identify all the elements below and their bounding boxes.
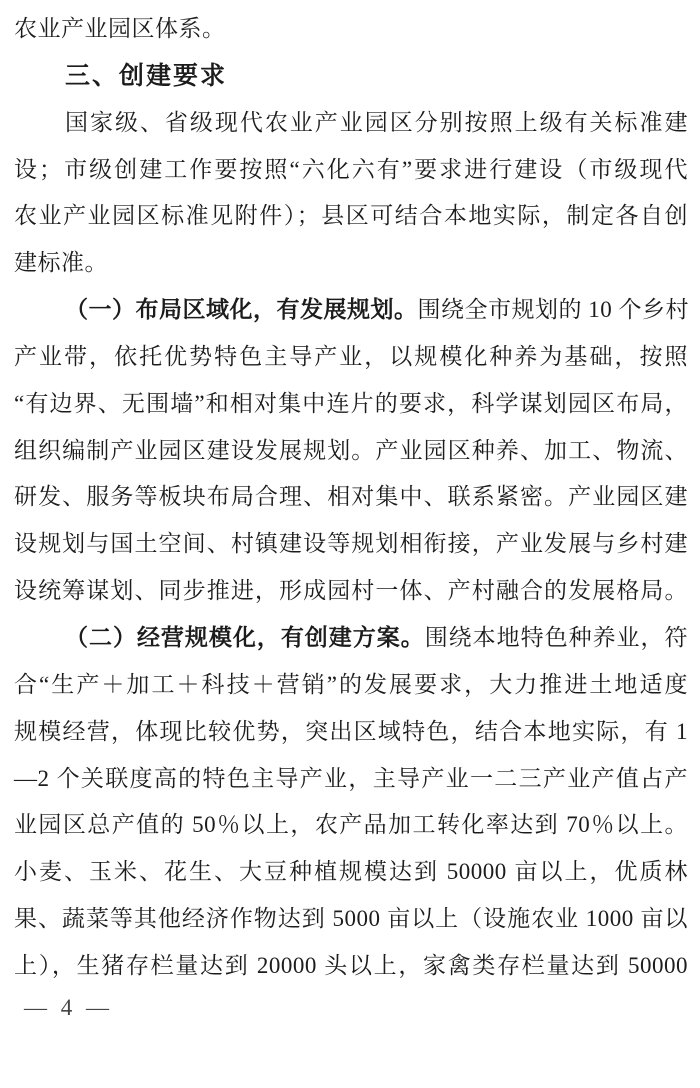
paragraph-creation-standards <box>14 100 688 287</box>
paragraph-line: 果、蔬菜等其他经济作物达到 5000 亩以上（设施农业 1000 亩以 <box>14 906 689 932</box>
paragraph-line: 规模经营，体现比较优势，突出区域特色，结合本地实际，有 1 <box>14 718 688 744</box>
paragraph-line: 国家级、省级现代农业产业园区分别按照上级有关标准建 <box>65 109 688 135</box>
paragraph-layout-regionalization <box>14 287 688 615</box>
paragraph-line: 组织编制产业园区建设发展规划。产业园区种养、加工、物流、 <box>14 437 688 463</box>
paragraph-line: 业园区总产值的 50％以上，农产品加工转化率达到 70％以上。 <box>14 812 688 838</box>
paragraph-lead-bold: （一）布局区域化，有发展规划。 <box>65 297 418 323</box>
paragraph-line: 研发、服务等板块布局合理、相对集中、联系紧密。产业园区建 <box>14 484 688 510</box>
paragraph-line: 上），生猪存栏量达到 20000 头以上，家禽类存栏量达到 50000 <box>14 952 688 978</box>
paragraph-line: “有边界、无围墙”和相对集中连片的要求，科学谋划园区布局， <box>14 390 688 416</box>
paragraph-line: 设；市级创建工作要按照“六化六有”要求进行建设（市级现代 <box>14 156 688 182</box>
document-body <box>14 6 688 990</box>
paragraph-line <box>14 615 688 662</box>
paragraph-line-text: 围绕本地特色种养业，符 <box>424 624 689 650</box>
paragraph-lead-bold: （二）经营规模化，有创建方案。 <box>65 624 425 650</box>
paragraph-line: —2 个关联度高的特色主导产业，主导产业一二三产业产值占产 <box>14 765 688 791</box>
page-number: — 4 — <box>24 995 113 1020</box>
paragraph-scale-operation <box>14 615 688 990</box>
paragraph-line: 小麦、玉米、花生、大豆种植规模达到 50000 亩以上，优质林 <box>14 859 688 885</box>
continuation-line: 农业产业园区体系。 <box>14 16 226 41</box>
paragraph-line: 产业带，依托优势特色主导产业，以规模化种养为基础，按照 <box>14 343 688 369</box>
paragraph-line: 建标准。 <box>14 250 108 276</box>
paragraph-line <box>14 287 688 334</box>
paragraph-line: 设规划与国土空间、村镇建设等规划相衔接，产业发展与乡村建 <box>14 531 688 557</box>
paragraph-line: 设统筹谋划、同步推进，形成园村一体、产村融合的发展格局。 <box>14 578 688 604</box>
paragraph-line: 农业产业园区标准见附件）；县区可结合本地实际，制定各自创 <box>14 203 688 229</box>
section-heading: 三、创建要求 <box>65 61 228 90</box>
paragraph-line-text: 围绕全市规划的 10 个乡村 <box>417 297 689 323</box>
paragraph-line: 合“生产＋加工＋科技＋营销”的发展要求，大力推进土地适度 <box>14 671 688 697</box>
